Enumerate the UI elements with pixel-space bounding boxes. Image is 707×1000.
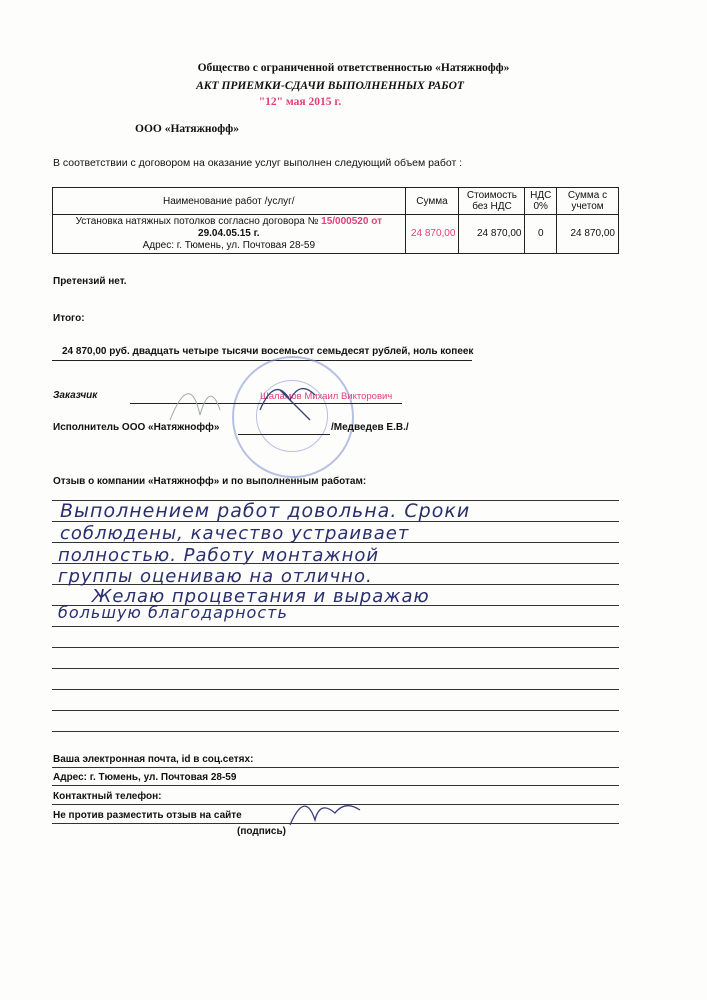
- cost-cell: 24 870,00: [459, 215, 525, 254]
- claims-text: Претензий нет.: [53, 276, 127, 287]
- review-line-2: соблюдены, качество устраивает: [60, 523, 410, 544]
- customer-name: Шаламов Михаил Викторович: [260, 391, 393, 402]
- contract-date: 29.04.05.15: [198, 228, 251, 239]
- work-address: Адрес: г. Тюмень, ул. Почтовая 28-59: [142, 240, 315, 251]
- address-label: Адрес: г. Тюмень, ул. Почтовая 28-59: [53, 772, 237, 783]
- work-name-cell: [53, 215, 406, 254]
- work-name-suffix: г.: [253, 228, 260, 239]
- review-line-4: группы оцениваю на отлично.: [58, 566, 373, 587]
- total-cell: 24 870,00: [556, 215, 618, 254]
- company-name: Общество с ограниченной ответственностью «Натяжнофф»: [197, 62, 510, 74]
- intro-text: В соответствии с договором на оказание услуг выполнен следующий объем работ :: [53, 157, 463, 169]
- review-line-3: полностью. Работу монтажной: [58, 545, 380, 566]
- col-header-name: Наименование работ /услуг/: [53, 188, 406, 215]
- ruled-line: [52, 689, 619, 690]
- col-header-cost: Стоимость без НДС: [459, 188, 525, 215]
- work-name: Установка натяжных потолков согласно договора №: [75, 216, 319, 227]
- consent-signature-scribble: [280, 785, 370, 835]
- review-line-6: большую благодарность: [58, 603, 288, 622]
- total-label: Итого:: [53, 313, 85, 324]
- act-date: "12" мая 2015 г.: [258, 96, 342, 108]
- vat-cell: 0: [525, 215, 557, 254]
- signature-scribble: [150, 360, 350, 440]
- ruled-line: [52, 668, 619, 669]
- table-header-row: [53, 188, 619, 215]
- contract-number: 15/000520 от: [321, 216, 382, 227]
- ruled-line: [52, 626, 619, 627]
- email-label: Ваша электронная почта, id в соц.сетях:: [53, 754, 254, 765]
- consent-label: Не против разместить отзыв на сайте: [53, 810, 242, 821]
- ruled-line: [52, 731, 619, 732]
- col-header-sum: Сумма: [405, 188, 459, 215]
- review-line-1: Выполнением работ довольна. Сроки: [60, 500, 471, 522]
- col-header-vat: НДС 0%: [525, 188, 557, 215]
- customer-label: Заказчик: [53, 390, 98, 401]
- table-row: [53, 215, 619, 254]
- email-field-line: [52, 767, 619, 768]
- total-amount-text: 24 870,00 руб. двадцать четыре тысячи восемьсот семьдесят рублей, ноль копеек: [62, 346, 474, 357]
- review-line-5: Желаю процветания и выражаю: [92, 586, 430, 607]
- sum-cell: 24 870,00: [405, 215, 459, 254]
- ruled-line: [52, 647, 619, 648]
- act-title: АКТ ПРИЕМКИ-СДАЧИ ВЫПОЛНЕННЫХ РАБОТ: [196, 80, 464, 92]
- ruled-line: [52, 710, 619, 711]
- review-label: Отзыв о компании «Натяжнофф» и по выполненным работам:: [53, 476, 367, 487]
- executor-name: /Медведев Е.В./: [331, 422, 409, 433]
- phone-label: Контактный телефон:: [53, 791, 162, 802]
- col-header-total: Сумма с учетом: [556, 188, 618, 215]
- org-name: ООО «Натяжнофф»: [135, 123, 239, 135]
- executor-label: Исполнитель ООО «Натяжнофф»: [53, 422, 220, 433]
- signature-caption: (подпись): [237, 826, 286, 837]
- works-table: [52, 187, 619, 254]
